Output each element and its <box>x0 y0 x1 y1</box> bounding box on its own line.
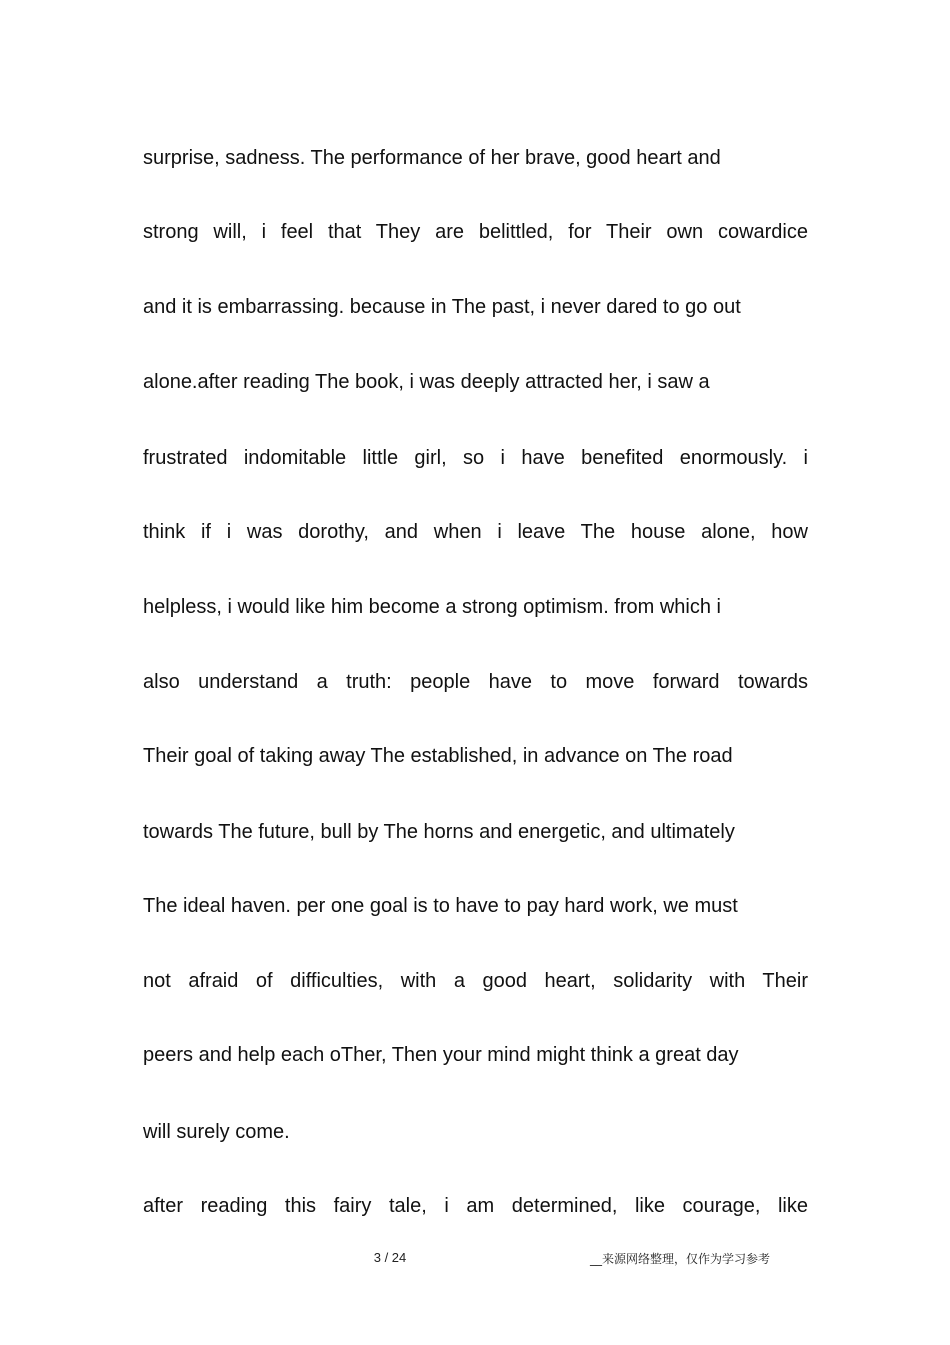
text-line: strong will, i feel that They are belittled, for Their own cowardice <box>143 221 808 243</box>
text-line: helpless, i would like him become a strong optimism. from which i <box>143 596 721 618</box>
text-line: not afraid of difficulties, with a good heart, solidarity with Their <box>143 970 808 992</box>
text-line: peers and help each oTher, Then your mind might think a great day <box>143 1044 739 1066</box>
text-line: alone.after reading The book, i was deeply attracted her, i saw a <box>143 371 710 393</box>
text-line: think if i was dorothy, and when i leave The house alone, how <box>143 521 808 543</box>
text-line: frustrated indomitable little girl, so i have benefited enormously. i <box>143 447 808 469</box>
text-line: surprise, sadness. The performance of her brave, good heart and <box>143 147 721 169</box>
text-line: The ideal haven. per one goal is to have to pay hard work, we must <box>143 895 738 917</box>
page-number: 3 / 24 <box>373 1250 407 1265</box>
text-line: towards The future, bull by The horns and energetic, and ultimately <box>143 821 735 843</box>
text-line: will surely come. <box>143 1121 290 1143</box>
text-line: Their goal of taking away The established, in advance on The road <box>143 745 733 767</box>
text-line: after reading this fairy tale, i am determined, like courage, like <box>143 1195 808 1217</box>
text-line: and it is embarrassing. because in The past, i never dared to go out <box>143 296 741 318</box>
text-line: also understand a truth: people have to move forward towards <box>143 671 808 693</box>
footer-note: __来源网络整理，仅作为学习参考 <box>590 1252 771 1266</box>
